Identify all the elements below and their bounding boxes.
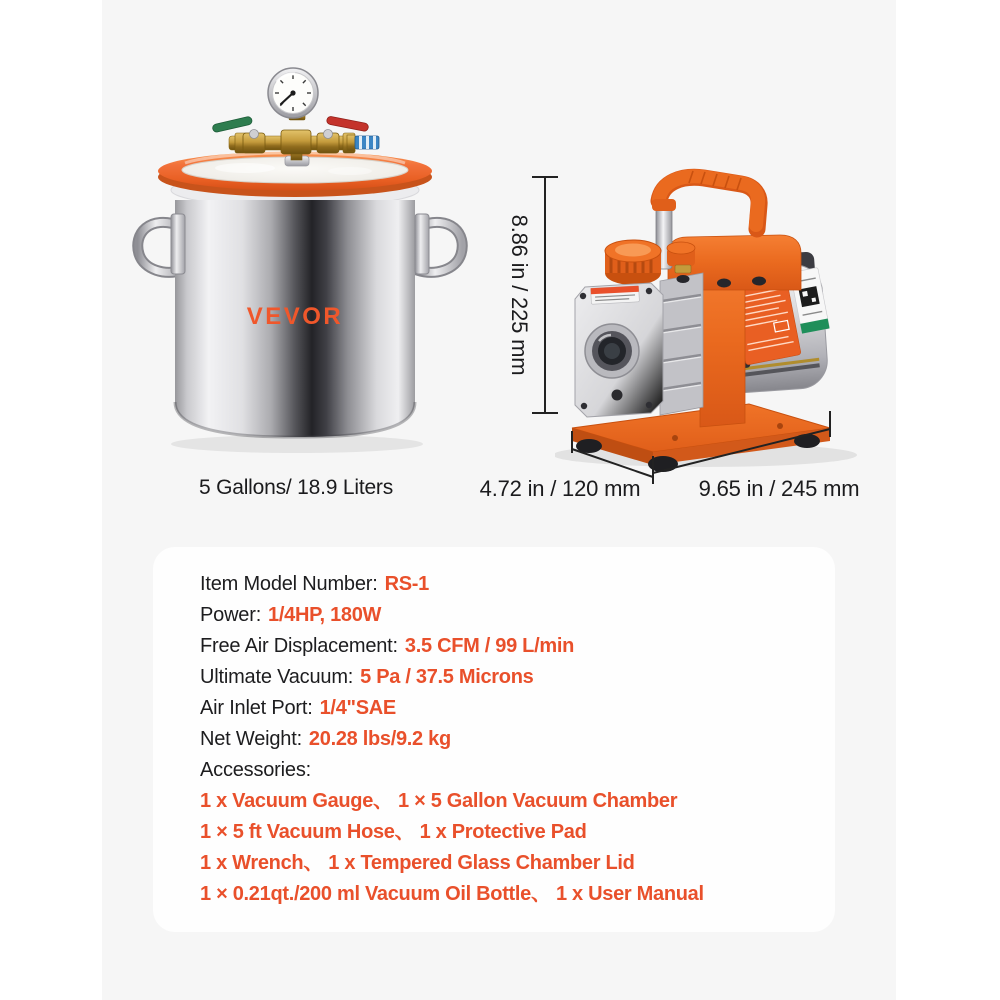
spec-row-model: Item Model Number: RS-1 bbox=[200, 573, 429, 595]
accessory-line: 1 x Wrench、 1 x Tempered Glass Chamber Lid bbox=[200, 852, 635, 874]
chamber-manifold bbox=[212, 68, 379, 166]
vacuum-gauge bbox=[268, 68, 318, 120]
pump-block bbox=[575, 273, 703, 417]
spec-row-inlet: Air Inlet Port: 1/4"SAE bbox=[200, 697, 396, 719]
accessory-line: 1 × 0.21qt./200 ml Vacuum Oil Bottle、 1 x User Manual bbox=[200, 883, 704, 905]
hose-barb-fitting bbox=[347, 135, 379, 151]
height-dimension-label: 8.86 in / 225 mm bbox=[507, 214, 532, 376]
left-handle-bracket bbox=[171, 214, 185, 274]
spec-row-displacement: Free Air Displacement: 3.5 CFM / 99 L/min bbox=[200, 635, 574, 657]
vacuum-chamber-illustration bbox=[125, 50, 475, 470]
width-dimension-label: 9.65 in / 245 mm bbox=[698, 476, 860, 501]
accessory-line: 1 × 5 ft Vacuum Hose、 1 x Protective Pad bbox=[200, 821, 587, 843]
manifold-tee bbox=[281, 130, 311, 154]
accessory-line: 1 x Vacuum Gauge、 1 × 5 Gallon Vacuum Chamber bbox=[200, 790, 678, 812]
vacuum-pump-illustration bbox=[555, 155, 905, 475]
capacity-label: 5 Gallons/ 18.9 Liters bbox=[198, 476, 394, 499]
oil-sight-glass bbox=[585, 324, 639, 378]
depth-dimension-label: 4.72 in / 120 mm bbox=[479, 476, 641, 501]
right-handle-bracket bbox=[415, 214, 429, 274]
oil-drain-plug bbox=[612, 390, 623, 401]
warning-label bbox=[591, 286, 640, 304]
oil-fill-cap bbox=[605, 240, 661, 285]
spec-row-accessories-heading: Accessories: bbox=[200, 759, 311, 781]
chamber-logo: VEVOR bbox=[246, 303, 344, 330]
spec-row-vacuum: Ultimate Vacuum: 5 Pa / 37.5 Microns bbox=[200, 666, 534, 688]
spec-row-power: Power: 1/4HP, 180W bbox=[200, 604, 382, 626]
spec-panel bbox=[153, 547, 835, 932]
spec-row-weight: Net Weight: 20.28 lbs/9.2 kg bbox=[200, 728, 451, 750]
